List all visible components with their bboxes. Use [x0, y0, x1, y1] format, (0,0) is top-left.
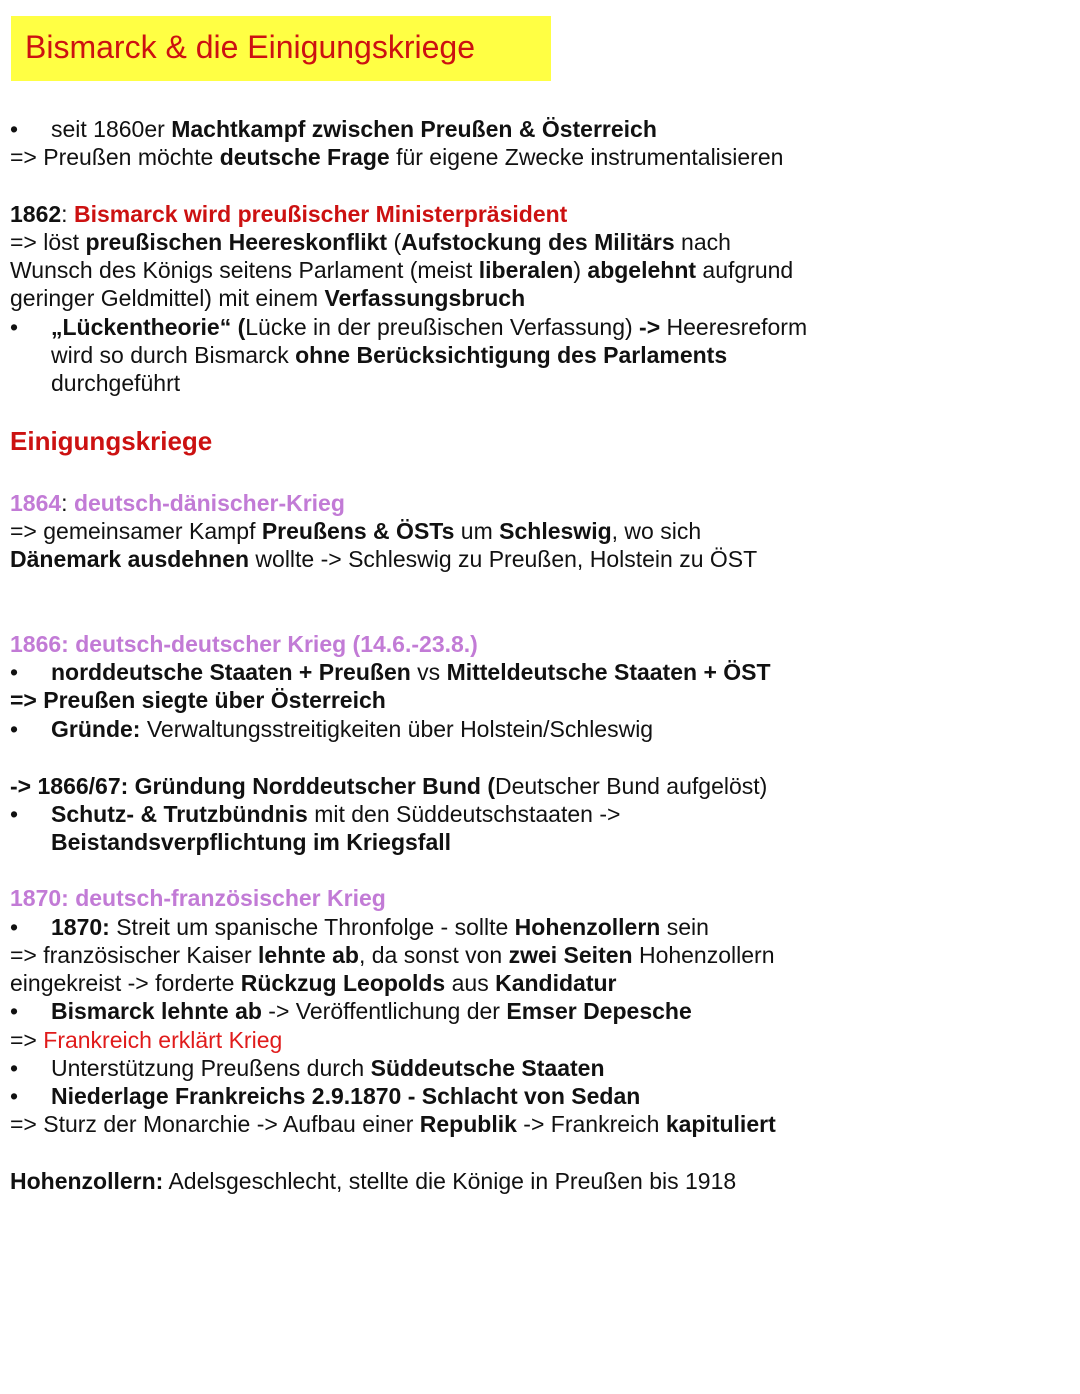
text-line	[10, 630, 478, 658]
bold-text: Süddeutsche Staaten	[370, 1055, 605, 1081]
bullet-icon: •	[10, 716, 19, 742]
bold-text: Emser Depesche	[506, 998, 692, 1024]
bold-text: Beistandsverpflichtung im Kriegsfall	[51, 829, 452, 855]
bold-text: Machtkampf zwischen Preußen & Österreich	[171, 116, 657, 142]
bullet-icon: •	[10, 1083, 19, 1109]
bold-text: abgelehnt	[587, 257, 697, 283]
text: für eigene Zwecke instrumentalisieren	[389, 144, 784, 170]
bullet-icon: •	[10, 116, 19, 142]
bold-text: Schutz- & Trutzbündnis	[51, 801, 308, 827]
text-line	[51, 1082, 640, 1110]
text-line	[10, 969, 616, 997]
text-line	[10, 489, 345, 517]
text: Heeresreform	[660, 314, 808, 340]
bold-text: Niederlage Frankreichs 2.9.1870 - Schlacht von Sedan	[51, 1083, 641, 1109]
bold-text: 1870: deutsch-französischer Krieg	[10, 885, 386, 911]
text-line	[51, 913, 709, 941]
text-line	[51, 828, 451, 856]
text: -> Frankreich	[516, 1111, 666, 1137]
text: Verwaltungsstreitigkeiten über Holstein/Schleswig	[140, 716, 654, 742]
page-title: Bismarck & die Einigungskriege	[25, 29, 475, 65]
text: seit 1860er	[51, 116, 172, 142]
text-line	[10, 686, 386, 714]
bold-text: 1862	[10, 201, 62, 227]
bold-text: -> 1866/67: Gründung Norddeutscher Bund (	[10, 773, 495, 799]
text-line	[10, 1167, 736, 1195]
text: , wo sich	[611, 518, 702, 544]
text: => Sturz der Monarchie -> Aufbau einer	[10, 1111, 420, 1137]
bold-text: ->	[639, 314, 661, 340]
text: durchgeführt	[51, 370, 181, 396]
text: um	[454, 518, 500, 544]
bold-text: zwei Seiten	[508, 942, 633, 968]
text: geringer Geldmittel) mit einem	[10, 285, 325, 311]
text: (	[387, 229, 402, 255]
text-line	[51, 313, 807, 341]
text: aufgrund	[696, 257, 794, 283]
text: Unterstützung Preußens durch	[51, 1055, 371, 1081]
text: Frankreich erklärt Krieg	[43, 1027, 283, 1053]
text: wollte -> Schleswig zu Preußen, Holstein zu ÖST	[249, 546, 758, 572]
bold-text: Gründe:	[51, 716, 141, 742]
text: aus	[445, 970, 496, 996]
text: => Preußen möchte	[10, 144, 220, 170]
text-line	[10, 884, 386, 912]
text-line	[10, 545, 757, 573]
text: , da sonst von	[358, 942, 509, 968]
text-line	[51, 1054, 605, 1082]
bold-text: Dänemark ausdehnen	[10, 546, 250, 572]
bold-text: deutsche Frage	[219, 144, 390, 170]
bold-text: Bismarck wird preußischer Ministerpräsident	[73, 201, 568, 227]
text: nach	[674, 229, 731, 255]
text: Streit um spanische Thronfolge - sollte	[109, 914, 515, 940]
bold-text: Hohenzollern:	[10, 1168, 164, 1194]
bold-text: kapituliert	[665, 1111, 776, 1137]
text-line	[10, 941, 774, 969]
text-line	[51, 997, 692, 1025]
text-line	[10, 143, 783, 171]
bold-text: lehnte ab	[258, 942, 359, 968]
bold-text: preußischen Heereskonflikt	[85, 229, 388, 255]
text-line	[51, 800, 620, 828]
bold-text: Aufstockung des Militärs	[401, 229, 675, 255]
text-line	[10, 517, 701, 545]
bullet-icon: •	[10, 659, 19, 685]
text: sein	[660, 914, 709, 940]
bold-text: Preußens & ÖSTs	[261, 518, 455, 544]
bold-text: Mitteldeutsche Staaten + ÖST	[446, 659, 771, 685]
text: vs	[410, 659, 447, 685]
text: :	[61, 490, 74, 516]
bold-text: liberalen	[478, 257, 574, 283]
bullet-icon: •	[10, 801, 19, 827]
bold-text: 1866: deutsch-deutscher Krieg (14.6.-23.8.)	[10, 631, 478, 657]
bold-text: Hohenzollern	[514, 914, 661, 940]
text-line	[10, 1110, 776, 1138]
text: Hohenzollern	[632, 942, 775, 968]
text: Wunsch des Königs seitens Parlament (meist	[10, 257, 479, 283]
text: :	[61, 201, 74, 227]
text-line	[10, 284, 525, 312]
text: wird so durch Bismarck	[51, 342, 296, 368]
text: mit den Süddeutschstaaten ->	[307, 801, 621, 827]
section-heading	[10, 427, 212, 455]
text: )	[573, 257, 588, 283]
bullet-icon: •	[10, 998, 19, 1024]
bold-text: 1864	[10, 490, 62, 516]
text: eingekreist -> forderte	[10, 970, 241, 996]
text-line	[51, 658, 771, 686]
title-highlight-box	[11, 16, 551, 81]
bullet-icon: •	[10, 1055, 19, 1081]
bold-text: Rückzug Leopolds	[240, 970, 446, 996]
text: Lücke in der preußischen Verfassung)	[245, 314, 640, 340]
text: Einigungskriege	[10, 426, 213, 456]
text: Deutscher Bund aufgelöst)	[494, 773, 768, 799]
bold-text: „Lückentheorie“ (	[51, 314, 246, 340]
bold-text: Bismarck lehnte ab	[51, 998, 262, 1024]
bold-text: ohne Berücksichtigung des Parlaments	[295, 342, 728, 368]
bold-text: norddeutsche Staaten + Preußen	[51, 659, 411, 685]
text: =>	[10, 1027, 44, 1053]
text-line	[10, 772, 767, 800]
bold-text: Verfassungsbruch	[324, 285, 526, 311]
bold-text: Kandidatur	[495, 970, 617, 996]
text: => löst	[10, 229, 86, 255]
text: => französischer Kaiser	[10, 942, 259, 968]
text-line	[51, 341, 727, 369]
text: Adelsgeschlecht, stellte die Könige in Preußen bis 1918	[163, 1168, 737, 1194]
text: => gemeinsamer Kampf	[10, 518, 262, 544]
bullet-icon: •	[10, 914, 19, 940]
bold-text: 1870:	[51, 914, 110, 940]
text-line	[51, 715, 653, 743]
bold-text: Republik	[419, 1111, 517, 1137]
text: -> Veröffentlichung der	[261, 998, 507, 1024]
text-line	[10, 256, 793, 284]
text-line	[10, 228, 731, 256]
bold-text: deutsch-dänischer-Krieg	[73, 490, 345, 516]
bullet-icon: •	[10, 314, 19, 340]
text-line	[51, 369, 180, 397]
bold-text: Schleswig	[499, 518, 612, 544]
bold-text: => Preußen siegte über Österreich	[10, 687, 386, 713]
text-line	[10, 1026, 282, 1054]
text-line	[10, 200, 567, 228]
text-line	[51, 115, 657, 143]
